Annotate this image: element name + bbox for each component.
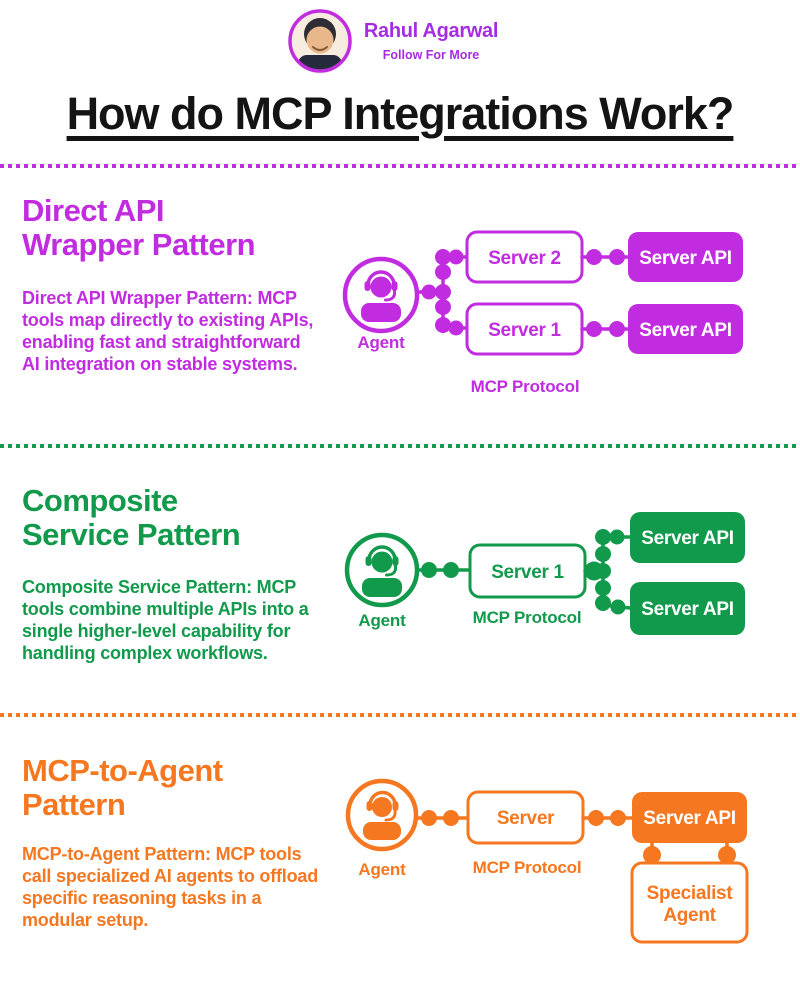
server-api-label: Server API <box>643 808 736 829</box>
section-description-mcp-to-agent: MCP-to-Agent Pattern: MCP tools call specialized AI agents to offload specific reasoning tasks in a modular setup. <box>22 844 318 930</box>
mcp-protocol-label: MCP Protocol <box>470 377 580 396</box>
specialist-agent-label: Specialist <box>646 883 733 904</box>
heading-line: Wrapper Pattern <box>22 227 256 262</box>
section-description-composite: Composite Service Pattern: MCP tools combine multiple APIs into a single higher-level capability for handling complex workflows. <box>22 577 309 663</box>
connector-server-api <box>583 810 632 826</box>
server-api-label: Server API <box>639 248 732 269</box>
agent-icon <box>348 781 416 849</box>
diagram-composite <box>330 495 800 650</box>
heading-line: MCP-to-Agent <box>22 753 223 788</box>
server-box-label: Server 2 <box>488 248 561 269</box>
section-heading-mcp-to-agent <box>22 754 223 822</box>
server-api-label: Server API <box>641 599 734 620</box>
server-box-label: Server <box>496 808 555 829</box>
server-box-label: Server 1 <box>488 320 561 341</box>
mcp-protocol-label: MCP Protocol <box>472 608 582 627</box>
server-box-label: Server 1 <box>491 562 564 583</box>
heading-line: Pattern <box>22 787 126 822</box>
diagram-mcp-to-agent <box>330 763 800 953</box>
section-heading-composite <box>22 484 240 552</box>
heading-line: Direct API <box>22 193 165 228</box>
avatar <box>287 8 353 74</box>
connector-api-specialist <box>643 843 736 864</box>
connector-server-api-branch <box>585 529 631 615</box>
follow-tagline: Follow For More <box>382 48 480 62</box>
page-title: How do MCP Integrations Work? <box>66 88 734 139</box>
agent-icon <box>345 259 417 331</box>
server-api-label: Server API <box>641 528 734 549</box>
connector-agent-server <box>416 810 468 826</box>
diagram-direct-api <box>330 225 800 400</box>
agent-label: Agent <box>358 860 406 879</box>
separator-orange <box>0 713 800 717</box>
connector-server-api <box>582 249 628 337</box>
agent-label: Agent <box>357 333 405 352</box>
author-name: Rahul Agarwal <box>363 20 499 42</box>
header-text <box>356 20 506 62</box>
heading-line: Composite <box>22 483 178 518</box>
connector-agent-server <box>417 562 470 578</box>
section-heading-direct-api <box>22 194 255 262</box>
mcp-protocol-label: MCP Protocol <box>472 858 582 877</box>
connector-agent-chain <box>417 249 467 336</box>
agent-label: Agent <box>358 611 406 630</box>
specialist-agent-label: Agent <box>663 905 716 926</box>
heading-line: Service Pattern <box>22 517 241 552</box>
agent-icon <box>347 535 417 605</box>
section-description-direct-api: Direct API Wrapper Pattern: MCP tools map directly to existing APIs, enabling fast and straightforward AI integration on stable systems. <box>22 288 314 374</box>
separator-purple <box>0 164 800 168</box>
server-api-label: Server API <box>639 320 732 341</box>
separator-green <box>0 444 800 448</box>
